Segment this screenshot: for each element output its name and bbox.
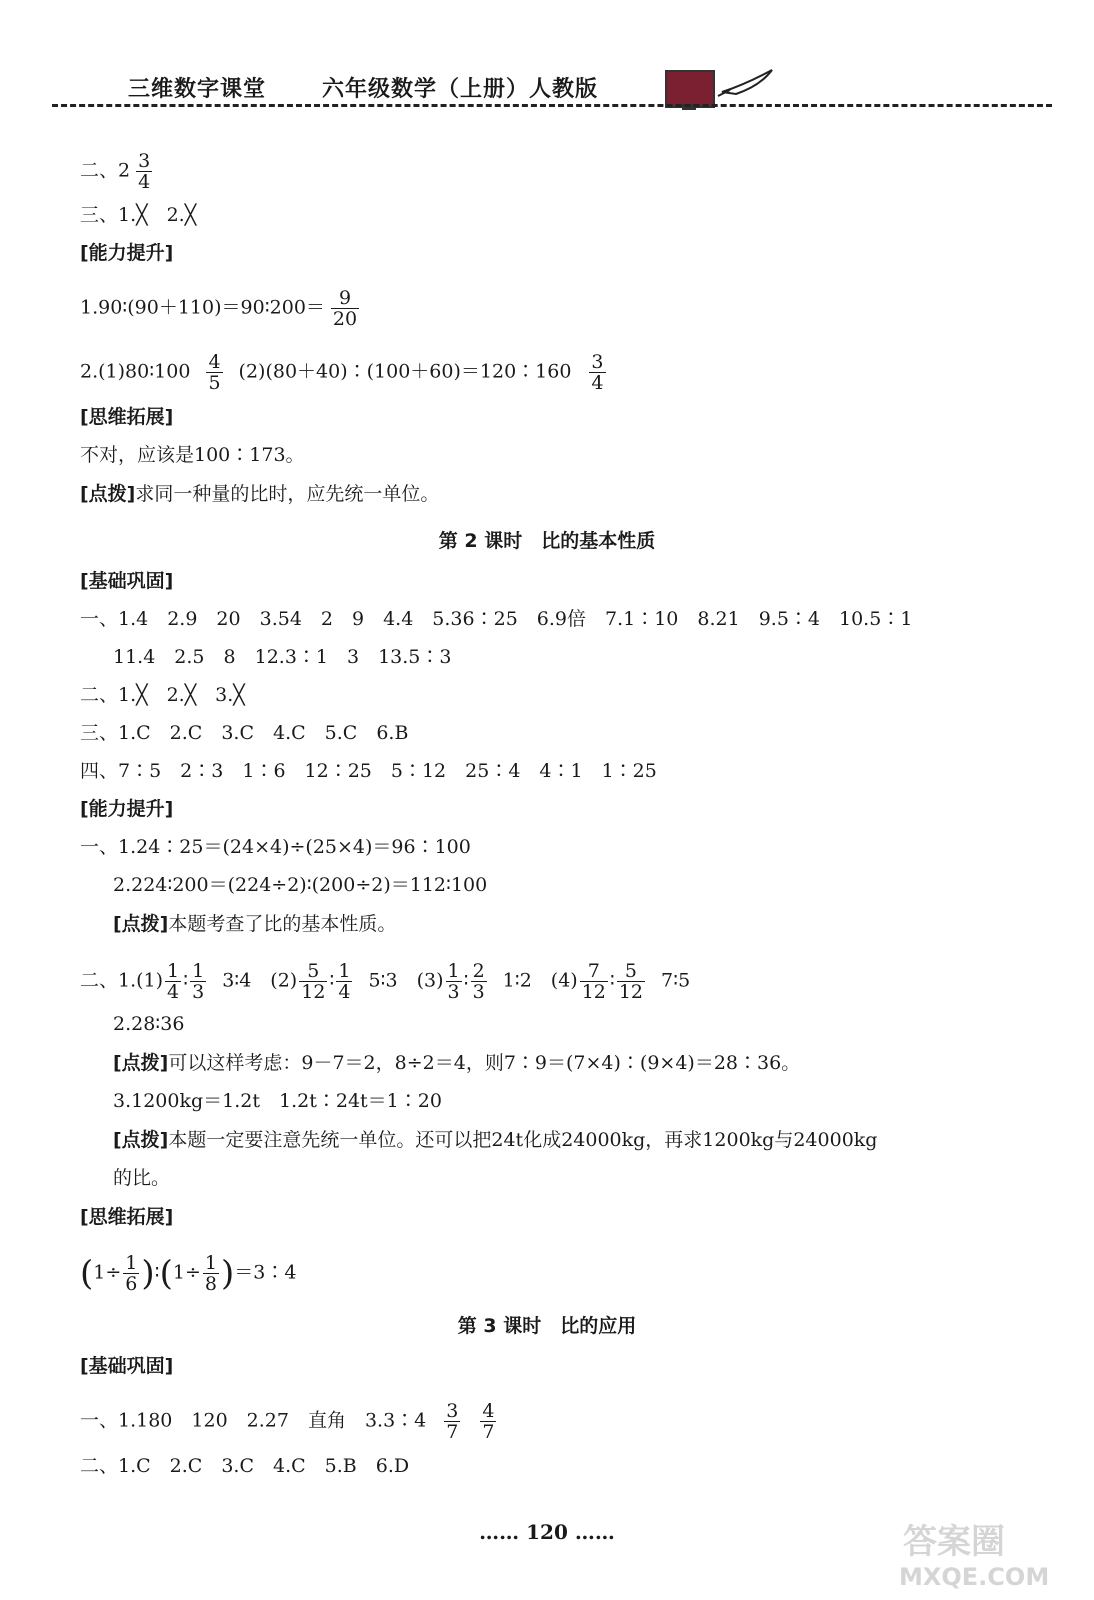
watermark-logo (895, 1515, 1070, 1590)
section-heading: [能力提升] (80, 798, 174, 820)
answer-line: 二、1.(1) $\frac{1}{4}$ ∶ $\frac{1}{3}$ 3∶4 (2) $\frac{5}{12}$ ∶ $\frac{1}{4}$ 5∶3 (3) $\frac{1}{3}$ ∶ $\frac{2}{3}$ 1∶2 (4) $\frac{7}{12}$ ∶ $\frac{5}{12}$ 7∶5 (80, 960, 691, 1003)
answer-line: 11.4 2.5 8 12.3∶1 3 13.5∶3 (113, 646, 452, 668)
answer-line: 3.1200kg＝1.2t 1.2t∶24t＝1∶20 (113, 1090, 442, 1112)
header-book-title: 六年级数学（上册）人教版 (322, 77, 599, 102)
lesson-title: 第 3 课时 比的应用 (457, 1315, 637, 1337)
answer-line: 三、1.╳ 2.╳ (80, 204, 197, 226)
hint-line: [点拨]本题考查了比的基本性质。 (113, 913, 397, 935)
monitor-icon (665, 70, 715, 108)
hint-line: [点拨]本题一定要注意先统一单位。还可以把24t化成24000kg，再求1200kg与24000kg (113, 1129, 878, 1151)
section-heading: [基础巩固] (80, 1355, 174, 1377)
hint-line: [点拨]可以这样考虑：9－7＝2，8÷2＝4，则7∶9＝(7×4)∶(9×4)＝28∶36。 (113, 1052, 801, 1074)
answer-line: 不对，应该是100∶173。 (80, 444, 305, 466)
answer-line: 2.28∶36 (113, 1013, 185, 1035)
rocket-icon (716, 64, 776, 98)
lesson-title: 第 2 课时 比的基本性质 (438, 530, 656, 552)
fraction: $\frac{3}{4}$ (138, 150, 151, 193)
answer-line: 一、1.24∶25＝(24×4)÷(25×4)＝96∶100 (80, 836, 471, 858)
header-divider (52, 104, 1052, 107)
answer-line: 的比。 (113, 1167, 171, 1189)
answer-line: 一、1.4 2.9 20 3.54 2 9 4.4 5.36∶25 6.9倍 7.1∶10 8.21 9.5∶4 10.5∶1 (80, 608, 913, 630)
answer-line: 二、2 $\frac{3}{4}$ (80, 150, 151, 193)
answer-line: 三、1.C 2.C 3.C 4.C 5.C 6.B (80, 722, 409, 744)
fraction: $\frac{4}{5}$ (208, 351, 221, 394)
header-series-title: 三维数字课堂 (128, 77, 267, 102)
fraction: $\frac{9}{20}$ (332, 287, 358, 330)
page-number: …… 120 …… (479, 1520, 615, 1544)
fraction: $\frac{3}{4}$ (591, 351, 604, 394)
answer-line: (1÷ $\frac{1}{6}$ )∶(1÷ $\frac{1}{8}$ )＝3∶4 (80, 1252, 297, 1295)
answer-line: 2.224∶200＝(224÷2)∶(200÷2)＝112∶100 (113, 874, 488, 896)
hint-line: [点拨]求同一种量的比时，应先统一单位。 (80, 483, 440, 505)
svg-text:答案圈: 答案圈 (903, 1522, 1005, 1562)
hint-tag: [点拨] (80, 483, 136, 505)
answer-line: 二、1.C 2.C 3.C 4.C 5.B 6.D (80, 1455, 410, 1477)
svg-text:MXQE.COM: MXQE.COM (899, 1563, 1050, 1590)
section-heading: [思维拓展] (80, 1206, 174, 1228)
hint-tag: [点拨] (113, 1052, 169, 1074)
answer-line: 1.90∶(90＋110)＝90∶200＝ $\frac{9}{20}$ (80, 287, 358, 330)
answer-line: 四、7∶5 2∶3 1∶6 12∶25 5∶12 25∶4 4∶1 1∶25 (80, 760, 657, 782)
section-heading: [基础巩固] (80, 570, 174, 592)
answer-line: 一、1.180 120 2.27 直角 3.3∶4 $\frac{3}{7}$ $\frac{4}{7}$ (80, 1400, 495, 1443)
hint-tag: [点拨] (113, 913, 169, 935)
section-heading: [能力提升] (80, 242, 174, 264)
answer-line: 二、1.╳ 2.╳ 3.╳ (80, 684, 245, 706)
section-heading: [思维拓展] (80, 406, 174, 428)
hint-tag: [点拨] (113, 1129, 169, 1151)
answer-line: 2.(1)80∶100 $\frac{4}{5}$ (2)(80＋40)∶(100＋60)＝120∶160 $\frac{3}{4}$ (80, 351, 604, 394)
